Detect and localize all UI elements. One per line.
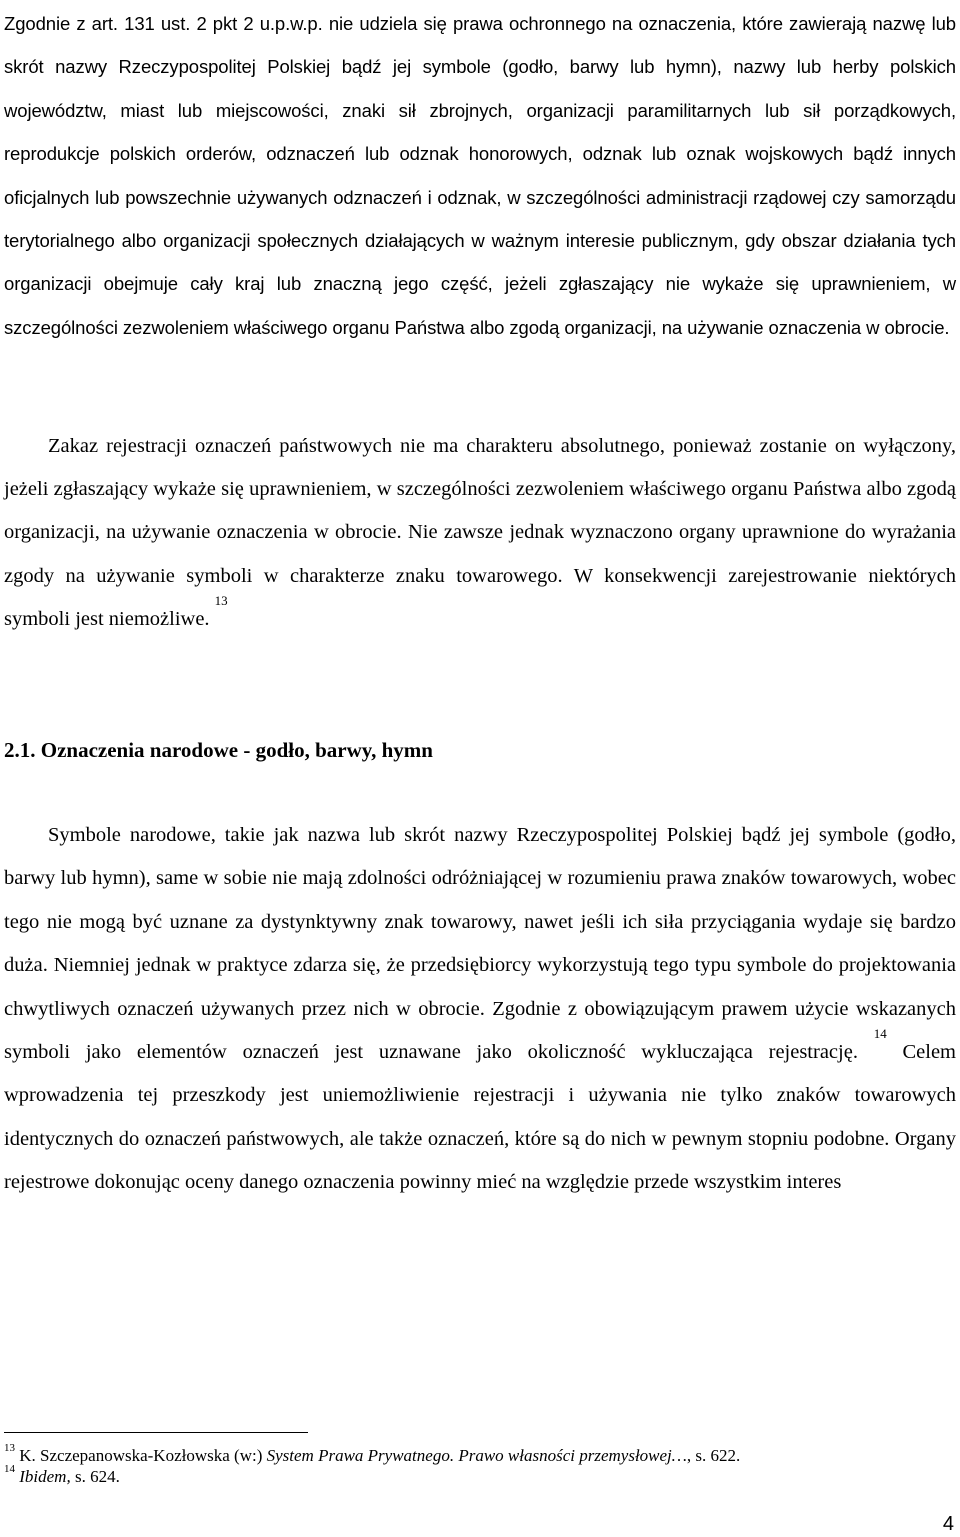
paragraph-2-text: Zakaz rejestracji oznaczeń państwowych nie ma charakteru absolutnego, ponieważ zostanie on wyłączony, jeżeli zgłaszający wykaże się uprawnieniem, w szczególności zezwoleniem właściwego organu Państwa albo zgodą organizacji, na używanie oznaczenia w obrocie. Nie zawsze jednak wyznaczono organy uprawnione do wyrażania zgody na używanie symboli w charakterze znaku towarowego. W konsekwencji zarejestrowanie niektórych symboli jest niemożliwe. <box>4 435 956 630</box>
footnote-title: Ibidem, <box>19 1467 71 1486</box>
paragraph-1-text: Zgodnie z art. 131 ust. 2 pkt 2 u.p.w.p. nie udziela się prawa ochronnego na oznaczenia, które zawierają nazwę lub skrót nazwy Rzeczypospolitej Polskiej bądź jej symbole (godło, barwy lub hymn), nazwy lub herby polskich województw, miast lub miejscowości, znaki sił zbrojnych, organizacji paramilitarnych lub sił porządkowych, reprodukcje polskich orderów, odznaczeń lub odznak honorowych, odznak lub oznak wojskowych bądź innych oficjalnych lub powszechnie używanych odznaczeń i odznak, w szczególności administracji rządowej czy samorządu terytorialnego albo organizacji społecznych działających w ważnym interesie publicznym, gdy obszar działania tych organizacji obejmuje cały kraj lub znaczną jego część, jeżeli zgłaszający nie wykaże się uprawnieniem, w szczególności zezwoleniem właściwego organu Państwa albo zgodą organizacji, na używanie oznaczenia w obrocie. <box>4 13 956 338</box>
section-heading: 2.1. Oznaczenia narodowe - godło, barwy, hymn <box>4 738 433 762</box>
footnote-author: K. Szczepanowska-Kozłowska (w:) <box>15 1446 267 1465</box>
footnote-separator <box>4 1432 308 1433</box>
paragraph-1 <box>4 2 956 349</box>
footnote-number: 13 <box>4 1442 15 1454</box>
footnote-13 <box>4 1442 741 1467</box>
footnote-14 <box>4 1463 120 1488</box>
page-number: 4 <box>942 1513 954 1535</box>
footnote-pages: , s. 622. <box>686 1446 741 1465</box>
document-page <box>4 0 956 1537</box>
footnote-number: 14 <box>4 1463 15 1475</box>
paragraph-3 <box>4 814 956 1205</box>
footnote-pages: s. 624. <box>70 1467 120 1486</box>
footnote-ref-13[interactable]: 13 <box>214 592 228 608</box>
paragraph-3-text-a: Symbole narodowe, takie jak nazwa lub skrót nazwy Rzeczypospolitej Polskiej bądź jej symbole (godło, barwy lub hymn), same w sobie nie mają zdolności odróżniającej w rozumieniu prawa znaków towarowych, wobec tego nie mogą być uznane za dystynktywny znak towarowy, nawet jeśli ich siła przyciągania wydaje się bardzo duża. Niemniej jednak w praktyce zdarza się, że przedsiębiorcy wykorzystują tego typu symbole do projektowania chwytliwych oznaczeń używanych przez nich w obrocie. Zgodnie z obowiązującym prawem użycie wskazanych symboli jako elementów oznaczeń jest uznawane jako okoliczność wykluczająca rejestrację. <box>4 824 956 1064</box>
paragraph-2 <box>4 425 956 641</box>
footnote-title: System Prawa Prywatnego. Prawo własności przemysłowej… <box>266 1446 687 1465</box>
paragraph-3-text-b: Celem wprowadzenia tej przeszkody jest uniemożliwienie rejestracji i używania nie tylko znaków towarowych identycznych do oznaczeń państwowych, ale także oznaczeń, które są do nich w pewnym stopniu podobne. Organy rejestrowe dokonując oceny danego oznaczenia powinny mieć na względzie przede wszystkim interes <box>4 1041 956 1194</box>
footnote-ref-14[interactable]: 14 <box>873 1026 887 1042</box>
